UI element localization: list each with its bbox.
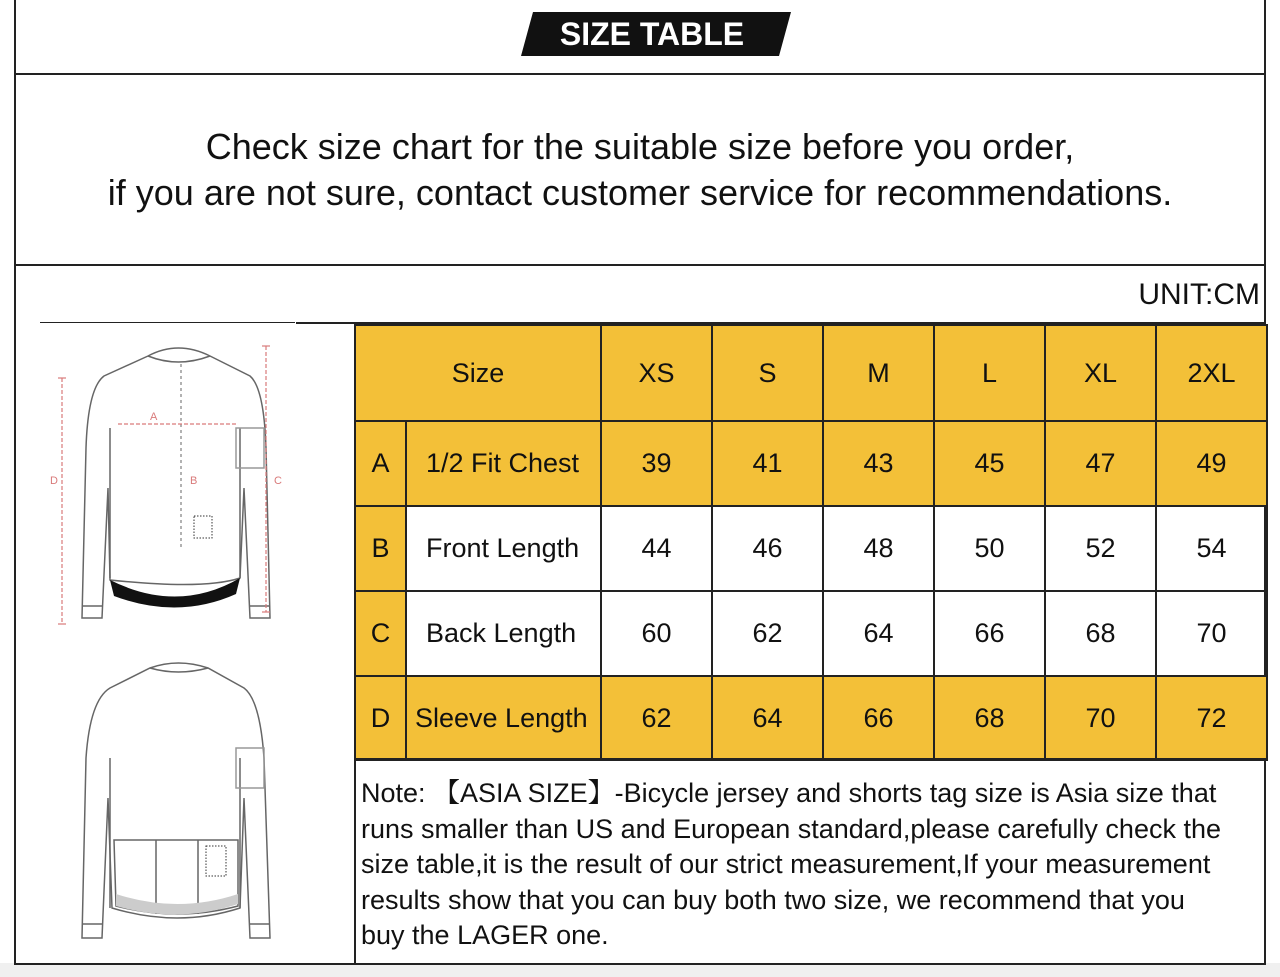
row-label: Back Length [406,591,601,676]
table-cell: 64 [712,676,823,760]
header-size-l: L [934,325,1045,421]
intro-line-1: Check size chart for the suitable size before you order, [205,126,1075,167]
header-size-label: Size [355,325,601,421]
row-label: Front Length [406,506,601,591]
note-line-3: size table,it is the result of our strict measurement,If your measurement [361,849,1211,879]
label-a: A [150,411,158,423]
table-cell: 64 [823,591,934,676]
banner-title: SIZE TABLE [559,16,745,52]
label-d: D [50,475,58,487]
intro-line-2: if you are not sure, contact customer service for recommendations. [107,172,1173,213]
note-line-5: buy the LAGER one. [361,920,609,950]
table-row [355,506,1267,591]
table-cell: 72 [1156,676,1267,760]
intro-text [16,124,1264,216]
unit-label: UNIT:CM [1138,278,1260,311]
table-cell: 43 [823,421,934,506]
table-cell: 66 [934,591,1045,676]
note-line-2: runs smaller than US and European standard,please carefully check the [361,813,1221,844]
label-b: B [190,475,198,487]
header-size-m: M [823,325,934,421]
header-size-xl: XL [1045,325,1156,421]
table-cell: 46 [712,506,823,591]
table-cell: 39 [601,421,712,506]
table-header-row [355,325,1267,421]
jersey-diagram [18,328,352,958]
jersey-back-hem [116,894,238,915]
header-size-xs: XS [601,325,712,421]
table-cell: 68 [1045,591,1156,676]
divider-figure-top [40,322,295,323]
divider-middle [14,264,1266,266]
table-row [355,591,1267,676]
note-line-4: results show that you can buy both two size, we recommend that you [361,884,1185,915]
table-row [355,421,1267,506]
header-size-s: S [712,325,823,421]
logo-patch-back [206,846,226,876]
table-cell: 49 [1156,421,1267,506]
divider-bottom [14,963,1266,965]
table-cell: 48 [823,506,934,591]
table-cell: 41 [712,421,823,506]
jersey-back-icon [82,663,270,938]
table-cell: 52 [1045,506,1156,591]
table-cell: 60 [601,591,712,676]
size-note [354,758,1266,963]
size-table [354,324,1268,761]
table-cell: 47 [1045,421,1156,506]
logo-patch-front [194,516,212,538]
table-cell: 50 [934,506,1045,591]
bottom-strip [0,963,1280,977]
row-label: Sleeve Length [406,676,601,760]
row-label: 1/2 Fit Chest [406,421,601,506]
table-cell: 54 [1156,506,1267,591]
row-letter: D [355,676,406,760]
table-cell: 44 [601,506,712,591]
row-letter: A [355,421,406,506]
table-row [355,676,1267,760]
header-size-2xl: 2XL [1156,325,1267,421]
table-cell: 68 [934,676,1045,760]
table-cell: 45 [934,421,1045,506]
row-letter: C [355,591,406,676]
jersey-front-icon [82,348,270,618]
table-cell: 66 [823,676,934,760]
table-cell: 70 [1045,676,1156,760]
table-cell: 62 [712,591,823,676]
table-cell: 62 [601,676,712,760]
label-c: C [274,475,282,487]
table-cell: 70 [1156,591,1267,676]
note-line-1: Note: 【ASIA SIZE】-Bicycle jersey and shorts tag size is Asia size that [361,778,1217,808]
row-letter: B [355,506,406,591]
divider-top [14,73,1266,75]
